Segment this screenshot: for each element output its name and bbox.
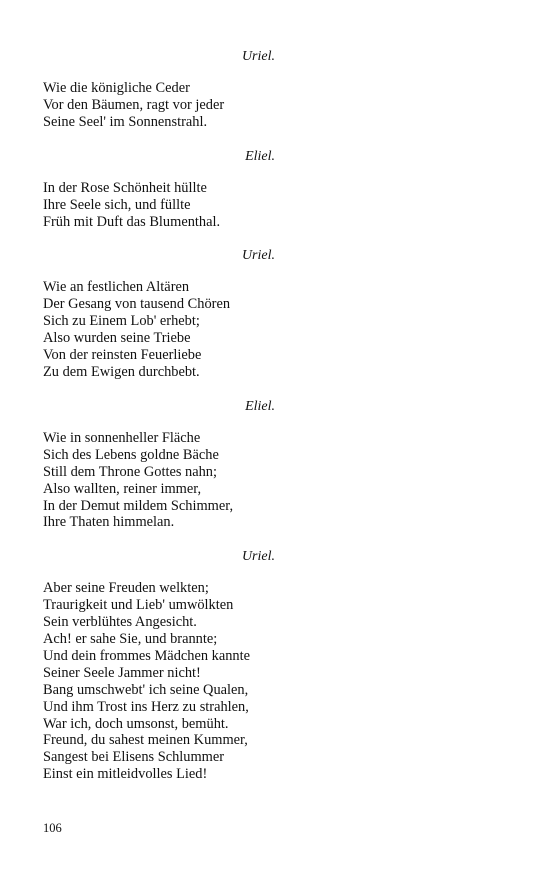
poem-section [43,548,275,783]
verse-line: Ihre Thaten himmelan. [43,514,175,531]
verse-line: Wie in sonnenheller Fläche [43,429,201,446]
verse-line: Einst ein mitleidvolles Lied! [43,766,208,783]
poem-page [43,48,275,800]
stanza [43,279,275,380]
verse-line: Sein verblühtes Angesicht. [43,614,197,631]
verse-line: Wie die königliche Ceder [43,80,190,96]
speaker-name: Uriel. [241,49,275,64]
verse-line: Sich des Lebens goldne Bäche [43,446,219,463]
verse-line: Und ihm Trost ins Herz zu strahlen, [43,698,249,715]
verse-line: Von der reinsten Feuerliebe [43,347,202,364]
speaker-name: Eliel. [245,398,275,414]
stanza [43,180,275,231]
verse-line: Ihre Seele sich, und füllte [43,196,191,213]
speaker-name: Uriel. [241,549,275,565]
verse-line: Der Gesang von tausend Chören [43,296,231,313]
stanza [43,430,275,531]
verse-line: Vor den Bäumen, ragt vor jeder [43,96,225,113]
verse-line: Früh mit Duft das Blumenthal. [43,213,221,230]
stanza [43,580,275,783]
verse-line: Aber seine Freuden welkten; [43,580,209,597]
verse-line: Also wurden seine Triebe [43,330,191,347]
speaker-name: Eliel. [245,148,275,164]
verse-line: In der Rose Schönheit hüllte [43,179,207,196]
verse-line: War ich, doch umsonst, bemüht. [43,715,229,732]
poem-section [43,398,275,531]
verse-line: Also wallten, reiner immer, [43,480,202,497]
verse-line: Seine Seel' im Sonnenstrahl. [43,113,208,130]
verse-line: Freund, du sahest meinen Kummer, [43,732,248,749]
verse-line: Zu dem Ewigen durchbebt. [43,363,200,380]
poem-section [43,48,275,131]
speaker-name: Uriel. [241,248,275,264]
verse-line: Bang umschwebt' ich seine Qualen, [43,681,249,698]
verse-line: Und dein frommes Mädchen kannte [43,647,251,664]
verse-line: In der Demut mildem Schimmer, [43,497,234,514]
verse-line: Sangest bei Elisens Schlummer [43,749,225,766]
page-number: 106 [43,821,62,835]
poem-section [43,148,275,231]
verse-line: Traurigkeit und Lieb' umwölkten [43,597,234,614]
verse-line: Ach! er sahe Sie, und brannte; [43,631,218,648]
verse-line: Wie an festlichen Altären [43,279,190,296]
verse-line: Sich zu Einem Lob' erhebt; [43,313,200,330]
verse-line: Seiner Seele Jammer nicht! [43,664,201,681]
verse-line: Still dem Throne Gottes nahn; [43,463,218,480]
stanza [43,80,275,131]
poem-section [43,247,275,380]
